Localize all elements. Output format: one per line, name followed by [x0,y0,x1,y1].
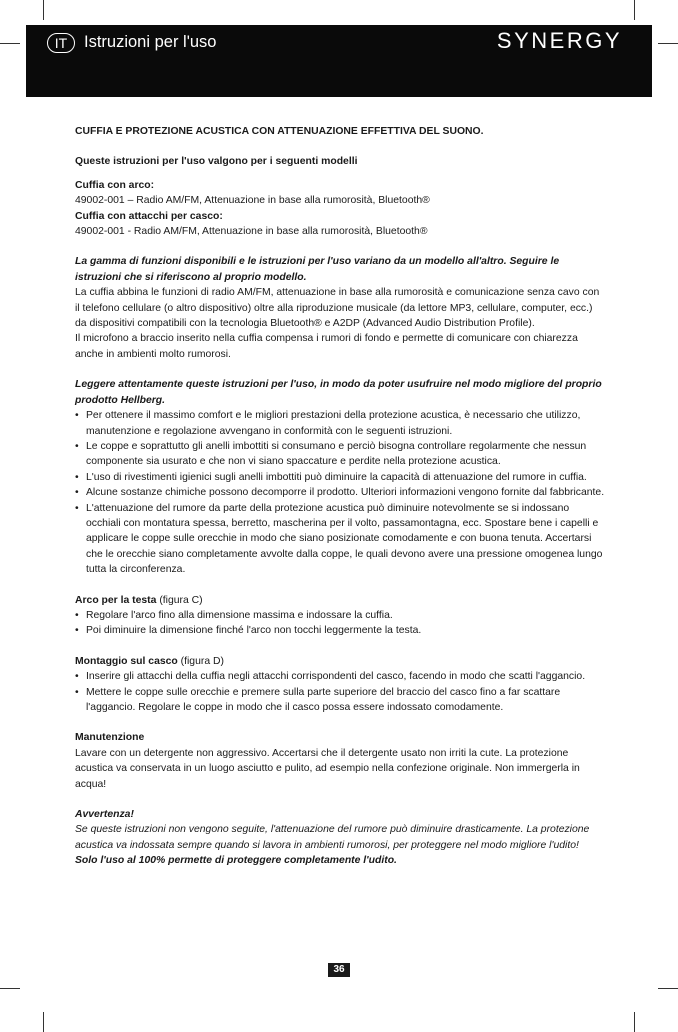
document-content [75,124,605,869]
crop-mark [658,988,678,989]
list-item: • Mettere le coppe sulle orecchie e premere sulla parte superiore del braccio del casco fino a far scattare l'aggancio. Regolare le coppe in modo che il casco possa essere indossato comodamente. [75,685,605,716]
arco-figure-ref: (figura C) [156,594,203,606]
warning-text: Se queste istruzioni non vengono seguite, l'attenuazione del rumore può diminuire drasticamente. La protezione acustica va indossata sempre quando si lavora in ambienti rumorosi, per proteggere nel modo migliore l'udito! [75,824,590,851]
list-item: • Alcune sostanze chimiche possono decomporre il prodotto. Ulteriori informazioni vengono fornite dal fabbricante. [75,485,605,500]
list-item: • Poi diminuire la dimensione finché l'arco non tocchi leggermente la testa. [75,623,605,638]
instructions-list [75,408,605,577]
brand-logo: SYNERGY [496,28,622,53]
headband-model: 49002-001 – Radio AM/FM, Attenuazione in base alla rumorosità, Bluetooth® [75,195,430,207]
list-item: • Inserire gli attacchi della cuffia negli attacchi corrispondenti del casco, facendo in modo che scatti l'aggancio. [75,669,605,684]
arco-list [75,608,605,639]
list-item: • Per ottenere il massimo comfort e le migliori prestazioni della protezione acustica, è necessario che utilizzo, manutenzione e regolazione avvengano in conformità con le seguenti istruzioni. [75,408,605,439]
crop-mark [634,1012,635,1032]
list-item: • Le coppe e soprattutto gli anelli imbottiti si consumano e perciò bisogna controllare regolarmente che nessun componente sia usurato e che non vi siano spaccature e perdite nella protezione acustica. [75,439,605,470]
crop-mark [0,43,20,44]
crop-mark [43,1012,44,1032]
microphone-text: Il microfono a braccio inserito nella cuffia compensa i rumori di fondo e permette di comunicare con chiarezza anche in ambienti molto rumorosi. [75,333,578,360]
warning-title: Avvertenza! [75,809,134,821]
page-number: 36 [328,963,350,977]
list-item: • L'uso di rivestimenti igienici sugli anelli imbottiti può diminuire la capacità di attenuazione del rumore in cuffia. [75,470,605,485]
maintenance-title: Manutenzione [75,732,145,744]
headband-label: Cuffia con arco: [75,179,155,191]
list-item: • Regolare l'arco fino alla dimensione massima e indossare la cuffia. [75,608,605,623]
casco-list [75,669,605,715]
crop-mark [634,0,635,20]
crop-mark [43,0,44,20]
read-carefully-note: Leggere attentamente queste istruzioni per l'uso, in modo da poter usufruire nel modo migliore del proprio prodotto Hellberg. [75,379,602,406]
arco-title: Arco per la testa [75,594,157,606]
crop-mark [0,988,20,989]
models-intro: Queste istruzioni per l'uso valgono per i seguenti modelli [75,156,358,168]
page-title: Istruzioni per l'uso [84,33,217,51]
warning-final: Solo l'uso al 100% permette di proteggere completamente l'udito. [75,855,397,867]
casco-heading [75,654,605,669]
casco-figure-ref: (figura D) [177,655,224,667]
main-title: CUFFIA E PROTEZIONE ACUSTICA CON ATTENUAZIONE EFFETTIVA DEL SUONO. [75,126,484,137]
crop-mark [658,43,678,44]
maintenance-text: Lavare con un detergente non aggressivo. Accertarsi che il detergente usato non irriti la cute. La protezione acustica va conservata in un luogo asciutto e pulito, ad esempio nella confezione originale. Non immergerla in acqua! [75,747,580,790]
list-item: • L'attenuazione del rumore da parte della protezione acustica può diminuire notevolmente se si indossano occhiali con montatura spessa, berretto, mascherina per il volto, passamontagna, ecc. Spostare bene i capelli e applicare le coppe sulle orecchie in modo che siano posizionate comodamente e con buona tenuta. Accertarsi che le orecchie siano completamente avvolte dalla coppe, le quali devono avere una pressione omogenea lungo tutta la circonferenza. [75,501,605,578]
helmet-model: 49002-001 - Radio AM/FM, Attenuazione in base alla rumorosità, Bluetooth® [75,226,428,238]
functions-text: La cuffia abbina le funzioni di radio AM/FM, attenuazione in base alla rumorosità e comunicazione senza cavo con il telefono cellulare (o altro dispositivo) oltre alla riproduzione musicale (da lettore MP3, cellulare, computer, ecc.) da dispositivi compatibili con la tecnologia Bluetooth® e A2DP (Advanced Audio Distribution Profile). [75,287,600,330]
arco-heading [75,593,605,608]
language-badge: IT [47,33,75,53]
helmet-label: Cuffia con attacchi per casco: [75,210,223,222]
functions-note: La gamma di funzioni disponibili e le istruzioni per l'uso variano da un modello all'altro. Seguire le istruzioni che si riferiscono al proprio modello. [75,256,560,283]
casco-title: Montaggio sul casco [75,655,178,667]
